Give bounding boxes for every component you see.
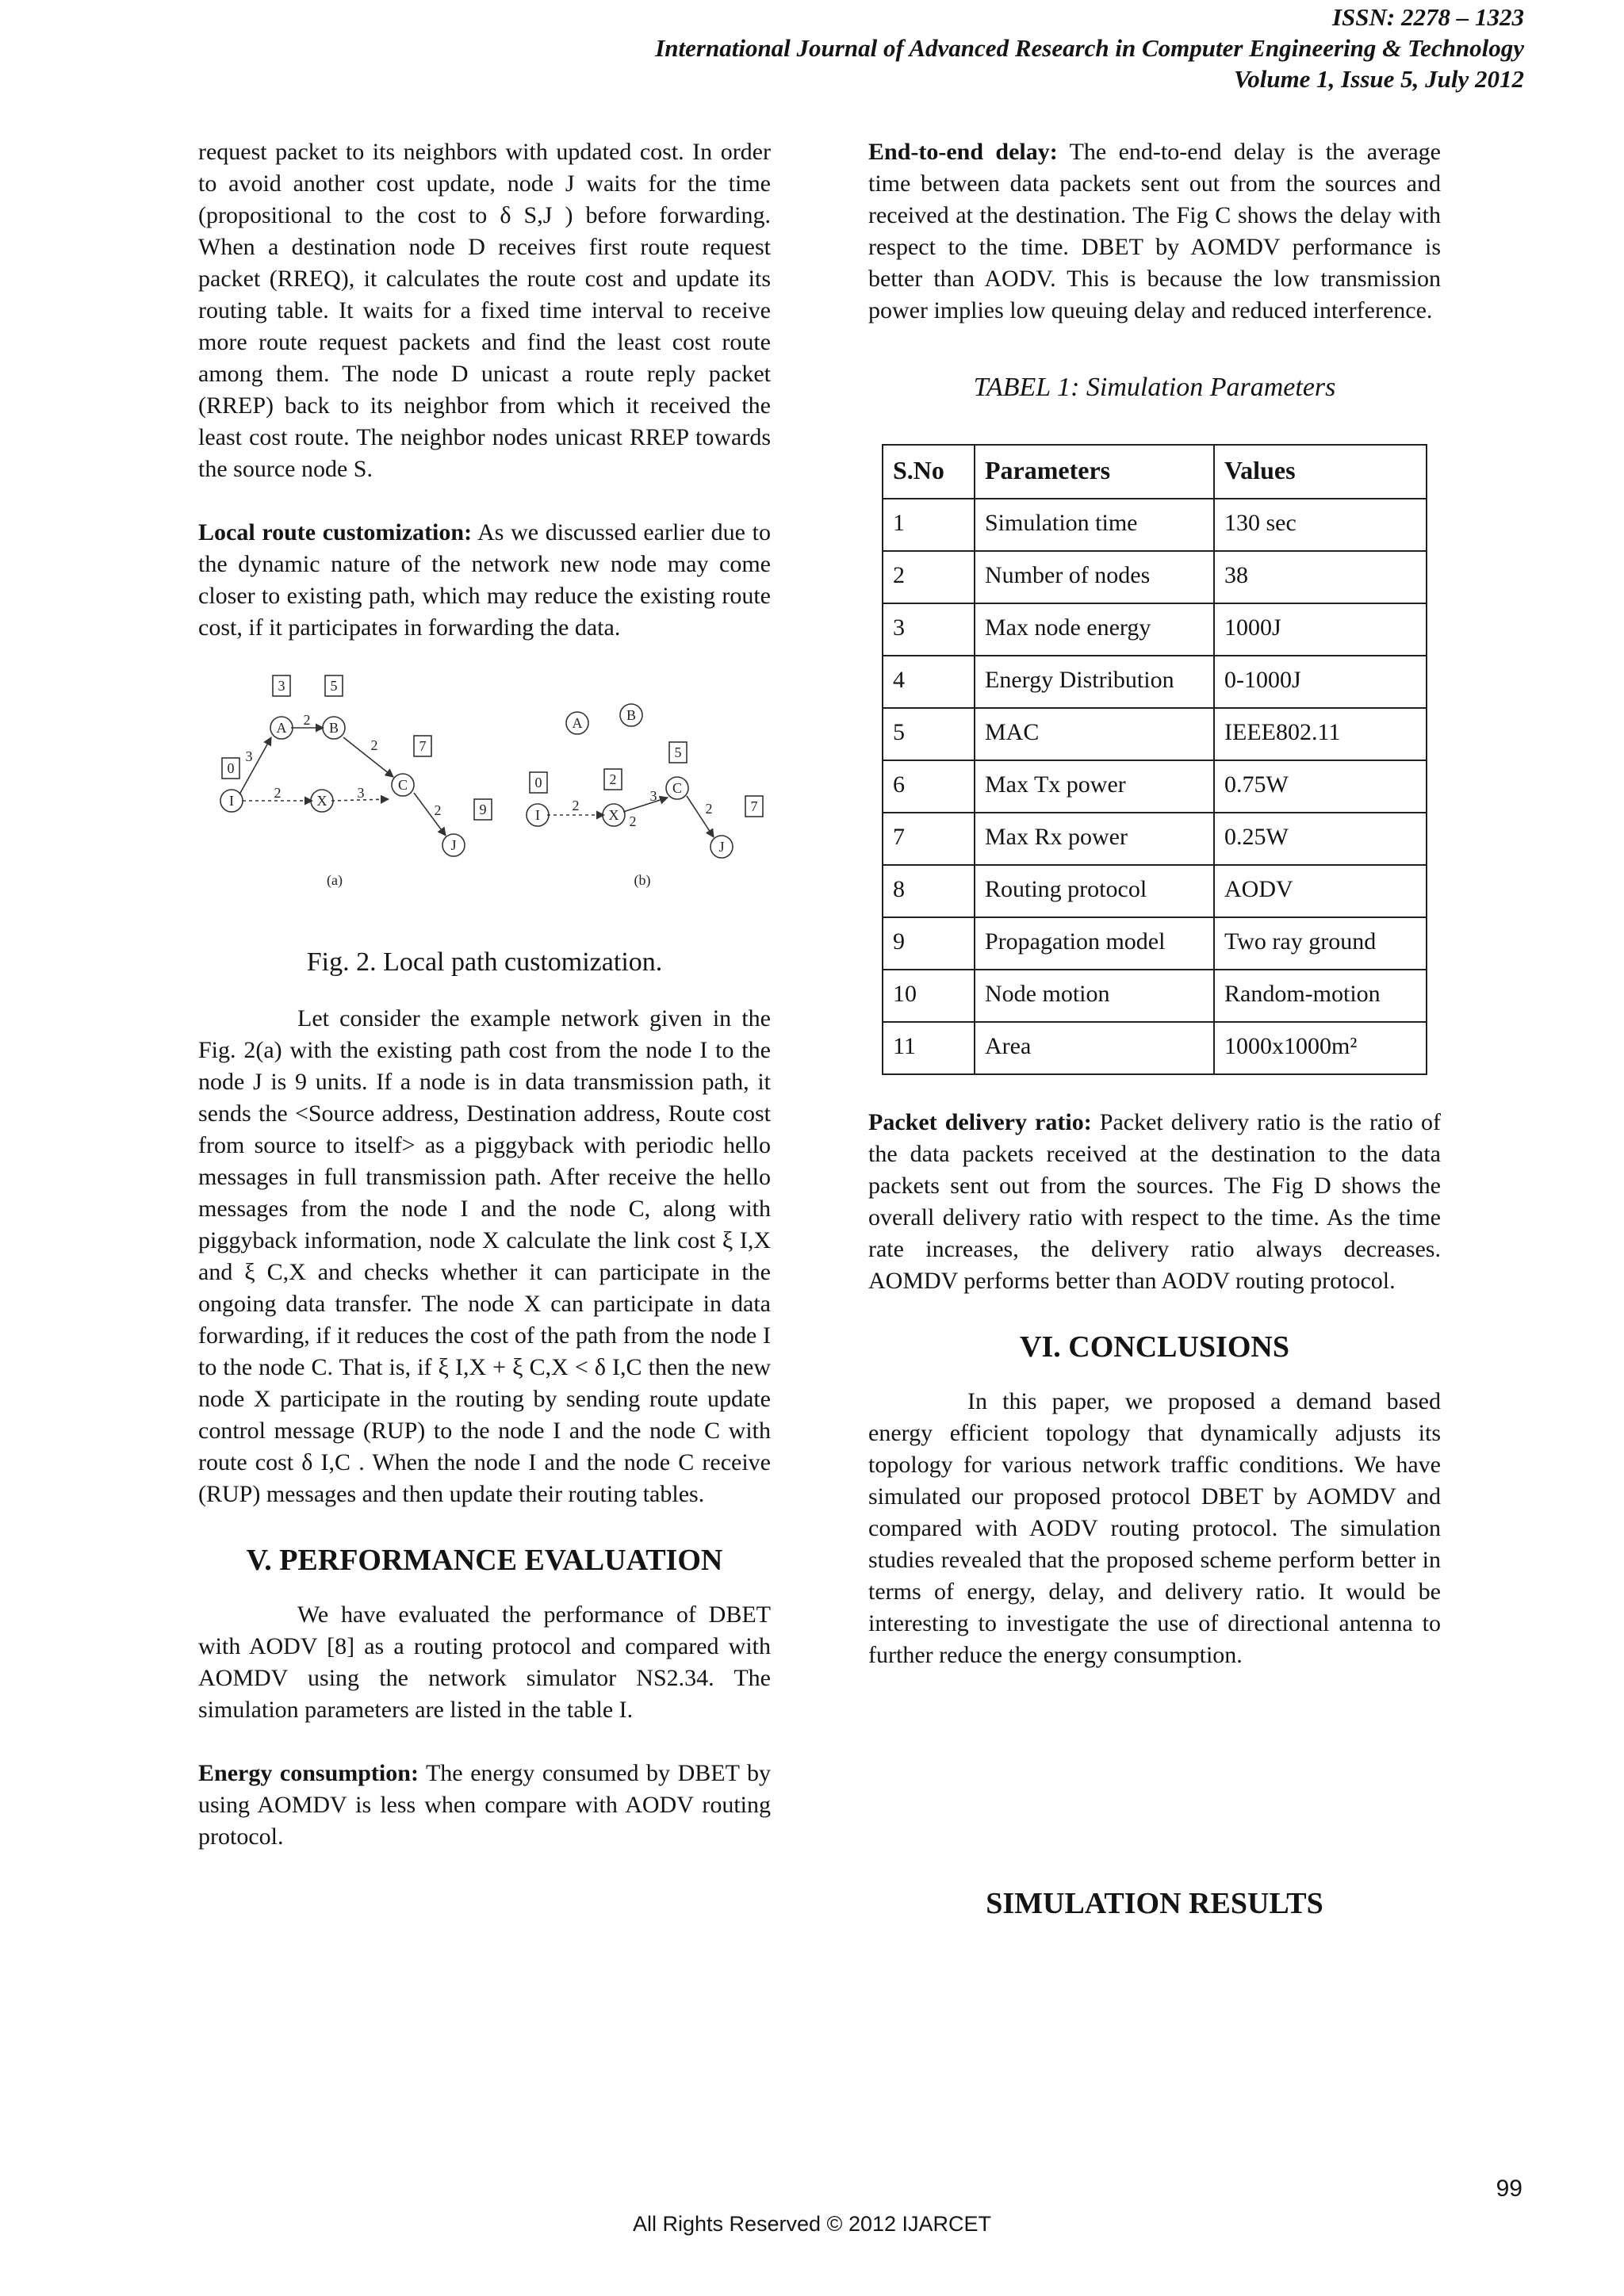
node-label: B (328, 720, 339, 736)
table-cell: 1 (883, 499, 975, 551)
table-cell: MAC (975, 708, 1214, 760)
energy-label: Energy consumption: (198, 1760, 419, 1786)
table-cell: 2 (883, 551, 975, 603)
table-cell: Simulation time (975, 499, 1214, 551)
edge-label: 2 (274, 785, 282, 801)
paragraph-conclusions: In this paper, we proposed a demand based energy efficient topology that dynamically adjusts its topology for various network traffic conditions. We have simulated our proposed protocol DBET by AOMDV and compared with AODV routing protocol. The simulation studies revealed that the proposed scheme perform better in terms of energy, delay, and delivery ratio. It would be interesting to investigate the use of directional antenna to further reduce the energy consumption. (868, 1388, 1441, 1668)
cost-label: 7 (419, 738, 427, 754)
edge-label: 3 (245, 748, 253, 764)
paragraph-evaluation: We have evaluated the performance of DBET with AODV [8] as a routing protocol and compared with AOMDV using the network simulator NS2.34. The simulation parameters are listed in the table I. (198, 1601, 771, 1723)
table-cell: Routing protocol (975, 865, 1214, 917)
edge-label: 2 (434, 802, 442, 818)
table-row (883, 708, 1427, 760)
table-cell: Energy Distribution (975, 656, 1214, 708)
table-cell: 1000J (1214, 603, 1427, 656)
node-label: I (535, 807, 540, 823)
edge-label: 3 (357, 785, 365, 801)
table-row (883, 499, 1427, 551)
header-issn: ISSN: 2278 – 1323 (1331, 3, 1524, 31)
table-row (883, 1022, 1427, 1074)
page-number: 99 (1496, 2175, 1522, 2202)
cost-label: 7 (750, 798, 758, 814)
table-cell: 3 (883, 603, 975, 656)
figure-sublabel-a: (a) (327, 872, 343, 888)
simulation-parameters-table (882, 444, 1427, 1075)
edge-label: 2 (572, 798, 580, 813)
table-cell: Max Rx power (975, 813, 1214, 865)
table-row (883, 603, 1427, 656)
footer-copyright: All Rights Reserved © 2012 IJARCET (632, 2212, 992, 2236)
paragraph-example-network: Let consider the example network given in the Fig. 2(a) with the existing path cost from the node I to the node J is 9 units. If a node is in data transmission path, it sends the <Source address, Destination address, Route cost from source to itself> as a piggyback with periodic hello messages in full transmission path. After receive the hello messages from the node I and the node C, along with piggyback information, node X calculate the link cost ξ I,X and ξ C,X and checks whether it can participate in the ongoing data transfer. The node X can participate in data forwarding, if it reduces the cost of the path from the node I to the node C. That is, if ξ I,X + ξ C,X < δ I,C then the new node X participate in the routing by sending route update control message (RUP) to the node I and the node C with route cost δ I,C . When the node I and the node C receive (RUP) messages and then update their routing tables. (198, 1005, 771, 1507)
header-volume: Volume 1, Issue 5, July 2012 (1233, 65, 1524, 93)
table-cell: 0.25W (1214, 813, 1427, 865)
header-journal: International Journal of Advanced Research in Computer Engineering & Technology (655, 34, 1524, 62)
table-row (883, 551, 1427, 603)
left-column (198, 136, 771, 1853)
table-cell: 4 (883, 656, 975, 708)
node-label: C (672, 780, 683, 796)
local-route-label: Local route customization: (198, 519, 473, 545)
table-cell: Number of nodes (975, 551, 1214, 603)
node-label: C (397, 777, 408, 793)
table-cell: 0-1000J (1214, 656, 1427, 708)
node-label: I (229, 793, 234, 809)
paragraph-energy (198, 1758, 771, 1853)
node-label: X (608, 807, 619, 823)
cost-label: 5 (330, 678, 338, 694)
edge-a-i-a (239, 737, 271, 794)
delay-text: The end-to-end delay is the average time between data packets sent out from the sources and received at the destination. The Fig C shows the delay with respect to the time. DBET by AOMDV performance is better than AODV. This is because the low transmission power implies low queuing delay and reduced interference. (868, 139, 1441, 323)
table-cell: 8 (883, 865, 975, 917)
table-cell: 130 sec (1214, 499, 1427, 551)
cost-label: 5 (674, 744, 682, 760)
table-header-cell: Values (1214, 445, 1427, 499)
figure-caption: Fig. 2. Local path customization. (306, 947, 663, 977)
table-caption: TABEL 1: Simulation Parameters (973, 373, 1336, 402)
table-cell: Propagation model (975, 917, 1214, 970)
table-cell: Area (975, 1022, 1214, 1074)
local-route-text: As we discussed earlier due to the dynamic nature of the network new node may come closer to existing path, which may reduce the existing route cost, if it participates in forwarding the data. (198, 519, 771, 641)
figure-sublabel-b: (b) (634, 872, 651, 888)
node-label: A (276, 720, 287, 736)
node-label: J (450, 837, 457, 853)
table-cell: Max Tx power (975, 760, 1214, 813)
cost-label: 2 (609, 771, 617, 787)
table-header-row (883, 445, 1427, 499)
table-row (883, 813, 1427, 865)
table-cell: 1000x1000m² (1214, 1022, 1427, 1074)
table-row (883, 760, 1427, 813)
edge-label: 2 (705, 801, 713, 817)
node-label: X (316, 793, 327, 809)
node-label: J (718, 839, 725, 855)
paragraph-route-request: request packet to its neighbors with updated cost. In order to avoid another cost update, node J waits for the time (propositional to the cost to δ S,J ) before forwarding. When a destination node D receives first route request packet (RREQ), it calculates the route cost and update its routing table. It waits for a fixed time interval to receive more route request packets and find the least cost route among them. The node D unicast a route reply packet (RREP) back to its neighbor from which it received the least cost route. The neighbor nodes unicast RREP towards the source node S. (198, 139, 771, 482)
pdr-label: Packet delivery ratio: (868, 1109, 1092, 1135)
table-cell: AODV (1214, 865, 1427, 917)
right-column (868, 136, 1441, 1942)
section-title-simulation-results: SIMULATION RESULTS (986, 1887, 1323, 1920)
table-cell: 7 (883, 813, 975, 865)
paragraph-local-route (198, 517, 771, 644)
edge-label: 2 (629, 813, 637, 829)
table-cell: 10 (883, 970, 975, 1022)
edge-a-b-c (343, 737, 393, 777)
paragraph-delay (868, 136, 1441, 327)
edge-b-x-c (623, 798, 668, 812)
table-cell: 5 (883, 708, 975, 760)
table-cell: 38 (1214, 551, 1427, 603)
table-cell: 6 (883, 760, 975, 813)
edge-label: 2 (370, 737, 378, 753)
cost-label: 3 (278, 678, 285, 694)
table-row (883, 865, 1427, 917)
table-cell: 9 (883, 917, 975, 970)
pdr-text: Packet delivery ratio is the ratio of the data packets received at the destination to the data packets sent out from the sources. The Fig D shows the overall delivery ratio with respect to the time. As the time rate increases, the delivery ratio always decreases. AOMDV performs better than AODV routing protocol. (868, 1109, 1442, 1294)
node-label: A (572, 715, 583, 731)
edge-label: 2 (303, 712, 311, 728)
table-header-cell: S.No (883, 445, 975, 499)
table-row (883, 656, 1427, 708)
table-cell: Max node energy (975, 603, 1214, 656)
cost-label: 9 (479, 802, 487, 817)
table-cell: 11 (883, 1022, 975, 1074)
node-label: B (626, 707, 637, 723)
delay-label: End-to-end delay: (868, 139, 1058, 165)
table-cell: Random-motion (1214, 970, 1427, 1022)
paragraph-delivery-ratio (868, 1107, 1441, 1297)
running-header (335, 2, 1524, 94)
table-cell: Two ray ground (1214, 917, 1427, 970)
section-title-conclusions: VI. CONCLUSIONS (1020, 1330, 1289, 1364)
table-cell: Node motion (975, 970, 1214, 1022)
cost-label: 0 (227, 760, 235, 776)
energy-text: The energy consumed by DBET by using AOMDV is less when compare with AODV routing protocol. (198, 1760, 771, 1850)
table-cell: 0.75W (1214, 760, 1427, 813)
cost-label: 0 (534, 775, 542, 790)
table-header-cell: Parameters (975, 445, 1214, 499)
table-row (883, 970, 1427, 1022)
table-cell: IEEE802.11 (1214, 708, 1427, 760)
table-row (883, 917, 1427, 970)
local-path-figure (198, 669, 771, 907)
section-title-performance: V. PERFORMANCE EVALUATION (246, 1544, 723, 1577)
edge-label: 3 (649, 788, 657, 804)
